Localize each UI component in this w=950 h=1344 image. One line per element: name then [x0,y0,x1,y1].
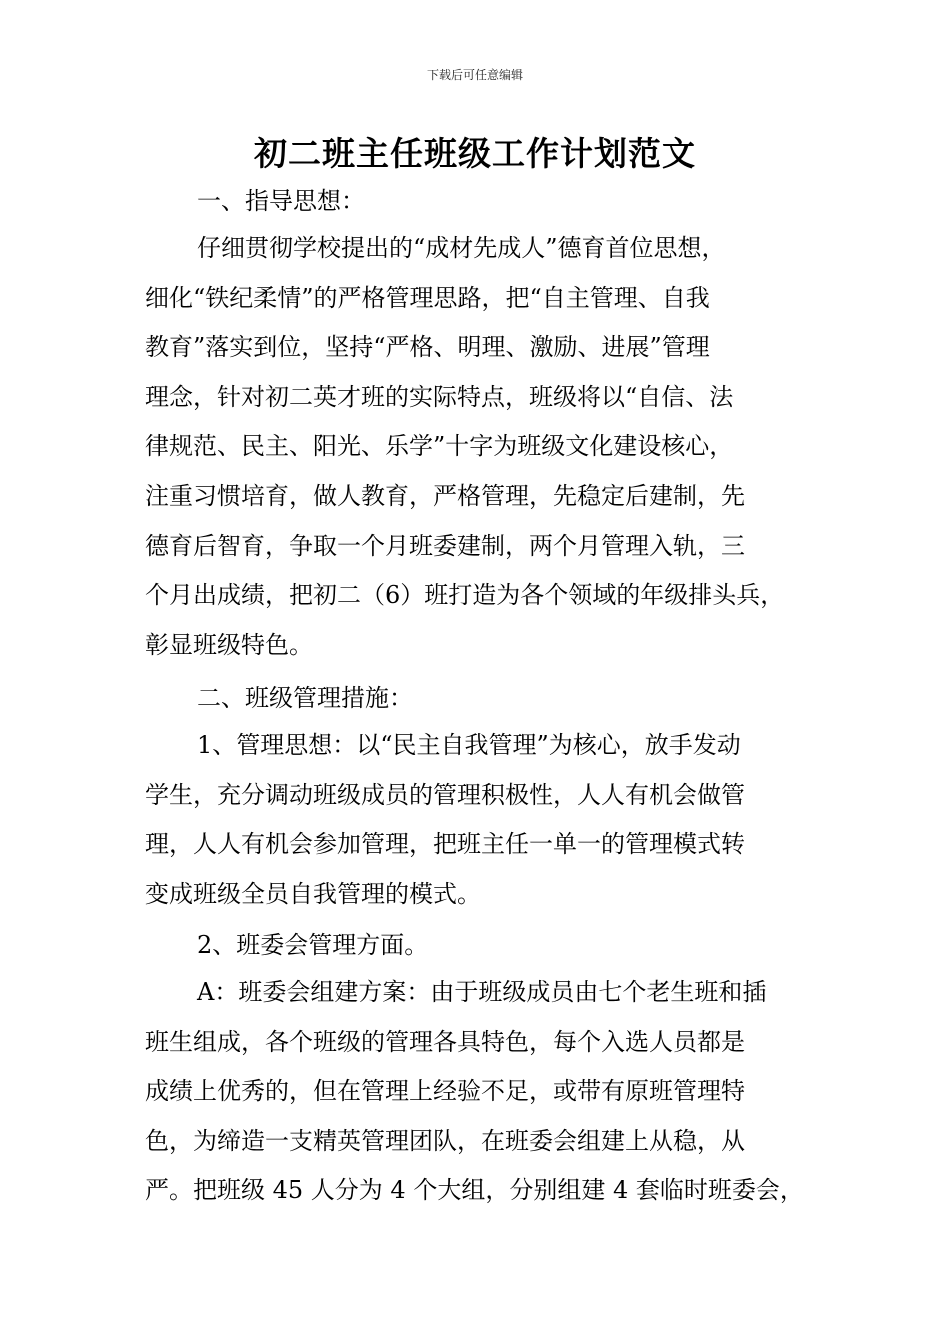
paragraph-line: 1、管理思想：以“民主自我管理”为核心，放手发动 [197,731,741,759]
paragraph-line: 仔细贯彻学校提出的“成材先成人”德育首位思想， [197,234,726,262]
paragraph-line: 成绩上优秀的，但在管理上经验不足，或带有原班管理特 [145,1077,745,1106]
paragraph-line: 学生，充分调动班级成员的管理积极性，人人有机会做管 [145,780,745,809]
paragraph-management-ideas [145,721,817,919]
paragraph-line: 注重习惯培育，做人教育，严格管理，先稳定后建制，先 [145,481,745,510]
paragraph-line: 变成班级全员自我管理的模式。 [145,879,481,908]
paragraph-line: 德育后智育，争取一个月班委建制，两个月管理入轨，三 [145,531,745,560]
paragraph-guiding-ideology [145,224,817,670]
paragraph-line: A：班委会组建方案：由于班级成员由七个老生班和插 [197,978,767,1006]
paragraph-line: 细化“铁纪柔情”的严格管理思路，把“自主管理、自我 [145,283,710,312]
document-title: 初二班主任班级工作计划范文 [254,134,696,173]
paragraph-line: 彰显班级特色。 [145,630,313,659]
section-heading-guiding-ideology: 一、指导思想： [197,187,365,215]
paragraph-line: 理念，针对初二英才班的实际特点，班级将以“自信、法 [145,382,734,411]
paragraph-line: 色，为缔造一支精英管理团队，在班委会组建上从稳，从 [145,1126,745,1155]
section-heading-class-committee: 2、班委会管理方面。 [197,931,429,959]
paragraph-line: 律规范、民主、阳光、乐学”十字为班级文化建设核心， [145,432,734,461]
paragraph-class-committee-plan [145,968,817,1216]
paragraph-line: 理，人人有机会参加管理，把班主任一单一的管理模式转 [145,830,745,859]
section-heading-management-measures: 二、班级管理措施： [197,684,413,712]
paragraph-line: 教育”落实到位，坚持“严格、明理、激励、进展”管理 [145,333,710,362]
paragraph-line: 严。把班级 45 人分为 4 个大组，分别组建 4 套临时班委会， [145,1176,804,1205]
header-note: 下载后可任意编辑 [426,68,523,82]
paragraph-line: 班生组成，各个班级的管理各具特色，每个入选人员都是 [145,1027,745,1056]
paragraph-line: 个月出成绩，把初二（6）班打造为各个领域的年级排头兵， [145,581,785,610]
